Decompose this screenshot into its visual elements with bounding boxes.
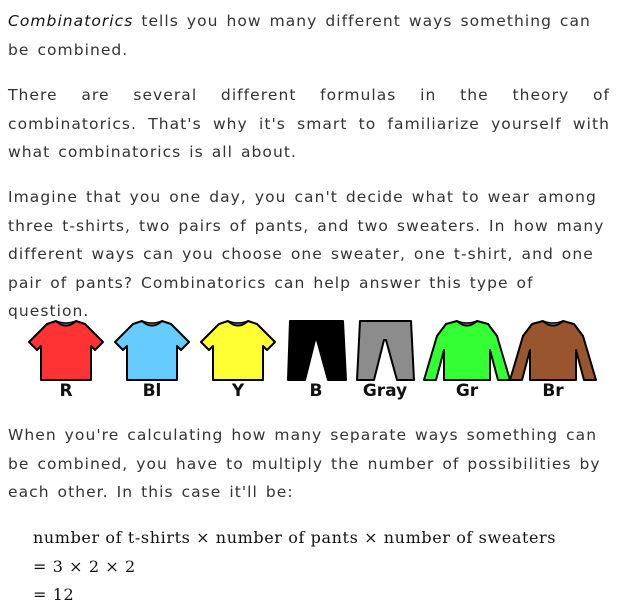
red-tshirt [21,318,111,404]
gray-pants [340,318,430,404]
combinatorics-term: Combinatorics [8,12,134,30]
clothing-illustration [0,318,620,408]
clothing-label: Br [542,381,564,401]
tshirt-icon [193,318,283,382]
multiplication-paragraph: When you're calculating how many separate ways something can be combined, you have to multiply the number of possibilities by each other. In this case it'll be: [8,426,601,502]
clothing-label: B [309,381,323,401]
clothing-label: Y [231,381,245,401]
intro-text: tells you how many different ways something can be combined. [8,12,591,59]
tshirt-icon [21,318,111,382]
brown-sweater [508,318,598,404]
blue-tshirt [107,318,197,404]
intro-paragraph [8,7,610,64]
formula-result: = 12 [33,585,75,604]
clothing-label: R [59,381,73,401]
formulas-paragraph: There are several different formulas in the theory of combinatorics. That's why it's smart to familiarize yourself with what combinatorics is all about. [8,86,610,162]
clothing-label: Bl [142,381,162,401]
sweater-icon [422,318,512,382]
formula-substitution: = 3 × 2 × 2 [33,557,136,576]
green-sweater [422,318,512,404]
tshirt-icon [107,318,197,382]
clothing-label: Gray [362,381,408,401]
clothing-question-paragraph: Imagine that you one day, you can't decide what to wear among three t-shirts, two pairs of pants, and two sweaters. In how many different ways can you choose one sweater, one t-shirt, and one pair of pants? Combinatorics can help answer this type of question. [8,188,605,321]
yellow-tshirt [193,318,283,404]
pants-icon [340,318,430,382]
sweater-icon [508,318,598,382]
formula-line: number of t-shirts × number of pants × number of sweaters [33,528,557,547]
clothing-label: Gr [455,381,479,401]
